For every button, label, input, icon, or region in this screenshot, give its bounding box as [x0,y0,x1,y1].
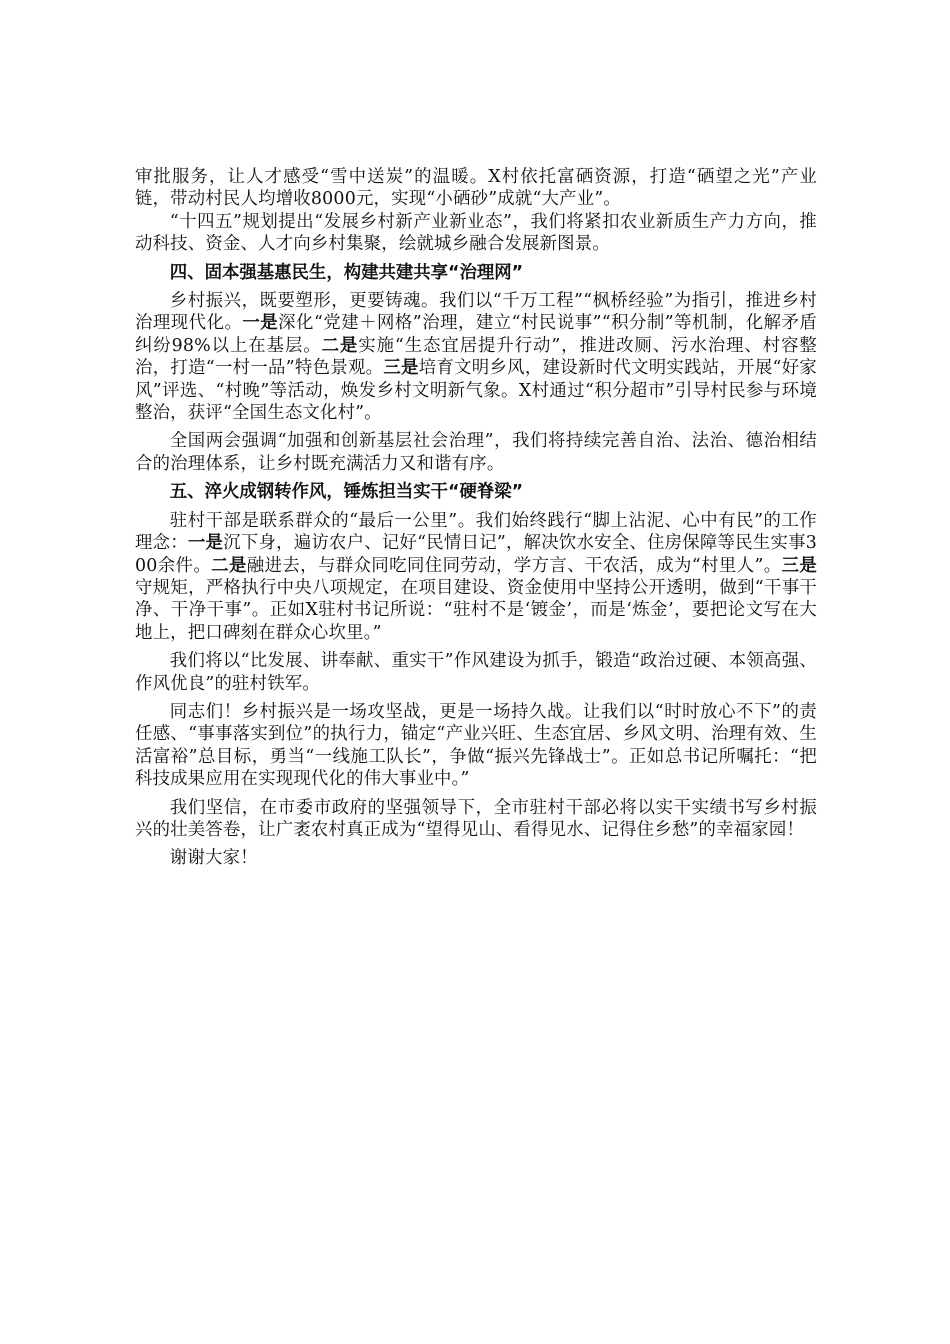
section-heading-4: 四、固本强基惠民生，构建共建共享“治理网” [169,262,524,283]
emphasis-first: 一是 [242,313,279,334]
paragraph-thanks: 谢谢大家！ [169,848,258,869]
section-heading-5: 五、淬火成钢转作风，锤炼担当实干“硬脊梁” [169,482,524,503]
text-run: 乡村振兴，既要塑形，更要铸魂。我们以“千万工程”“枫桥经验”为指引，推进乡村治理现代化。 [135,291,817,334]
paragraph-intro: 审批服务，让人才感受“雪中送炭”的温暖。X村依托富硒资源，打造“硒望之光”产业链，带动村民人均增收8000元，实现“小硒砂”成就“大产业”。 [135,167,817,210]
text-run: 实施“生态宜居提升行动”，推进改厕、污水治理、村容整治，打造“一村一品”特色景观。 [135,335,818,379]
emphasis-second: 二是 [321,335,359,356]
paragraph-lianghui: 全国两会强调“加强和创新基层社会治理”，我们将持续完善自治、法治、德治相结合的治理体系，让乡村既充满活力又和谐有序。 [135,431,817,474]
text-run: 培育文明乡风，建设新时代文明实践站，开展“好家风”评选、“村晚”等活动，焕发乡村文明新气象。X村通过“积分超市”引导村民参与环境整治，获评“全国生态文化村”。 [135,358,817,424]
paragraph-comrades: 同志们！乡村振兴是一场攻坚战，更是一场持久战。让我们以“时时放心不下”的责任感、“事事落实到位”的执行力，锚定“产业兴旺、生态宜居、乡风文明、治理有效、生活富裕”总目标，勇当“一线施工队长”，争做“振兴先锋战士”。正如总书记所嘱托：“把科技成果应用在实现现代化的伟大事业中。” [135,701,817,790]
text-run: 驻村干部是联系群众的“最后一公里”。我们始终践行“脚上沾泥、心中有民”的工作理念： [135,510,817,554]
emphasis-second: 二是 [211,555,247,576]
emphasis-third: 三是 [781,555,818,576]
text-run: 守规矩，严格执行中央八项规定，在项目建设、资金使用中坚持公开透明，做到“干事干净、干净干事”。正如X驻村书记所说：“驻村不是‘镀金’，而是‘炼金’，要把论文写在大地上，把口碑刻在群众心坎里。” [135,577,817,643]
document-page [135,166,817,870]
paragraph-cadres [135,510,817,644]
text-run: 融进去，与群众同吃同住同劳动，学方言、干农活，成为“村里人”。 [246,555,782,576]
paragraph-believe: 我们坚信，在市委市政府的坚强领导下，全市驻村干部必将以实干实绩书写乡村振兴的壮美答卷，让广袤农村真正成为“望得见山、看得见水、记得住乡愁”的幸福家园！ [135,797,817,840]
text-run: 沉下身，遍访农户、记好“民情日记”，解决饮水安全、住房保障等民生实事300余件。 [135,533,817,576]
emphasis-third: 三是 [383,358,419,379]
paragraph-governance [135,290,817,424]
emphasis-first: 一是 [187,533,224,554]
paragraph-five-year-plan: “十四五”规划提出“发展乡村新产业新业态”，我们将紧扣农业新质生产力方向，推动科技、资金、人才向乡村集聚，绘就城乡融合发展新图景。 [135,211,817,255]
paragraph-style: 我们将以“比发展、讲奉献、重实干”作风建设为抓手，锻造“政治过硬、本领高强、作风优良”的驻村铁军。 [135,651,817,694]
text-run: 深化“党建＋网格”治理，建立“村民说事”“积分制”等机制，化解矛盾纠纷98%以上在基层。 [135,313,818,356]
